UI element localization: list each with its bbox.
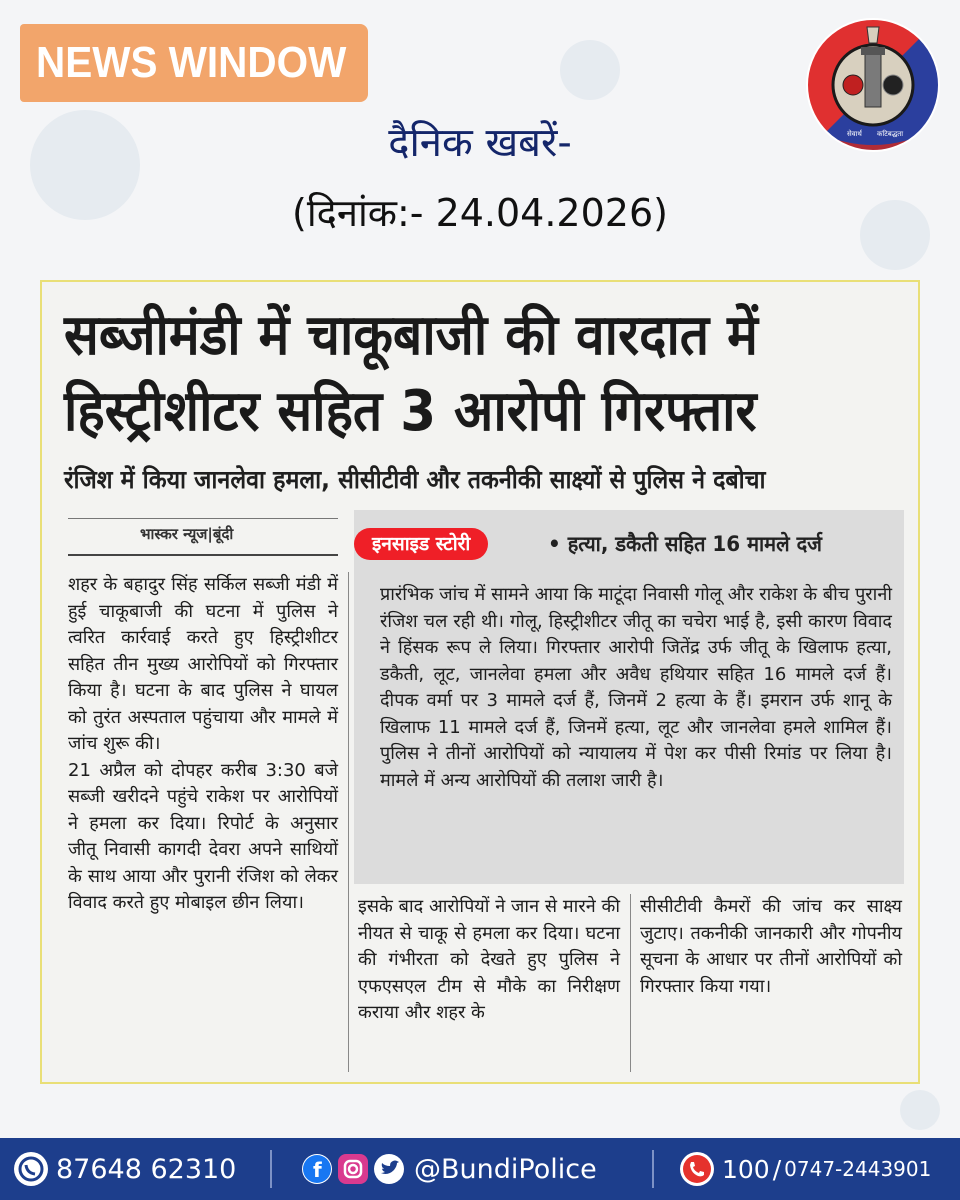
footer-divider bbox=[652, 1150, 654, 1188]
news-window-label: NEWS WINDOW bbox=[36, 38, 347, 87]
page-title: दैनिक खबरें- bbox=[388, 120, 572, 166]
social-handle: @BundiPolice bbox=[414, 1153, 597, 1185]
logo-motto-left: सेवार्थ bbox=[847, 130, 862, 138]
phone-contact[interactable] bbox=[680, 1138, 931, 1200]
inside-story-subtitle: • हत्या, डकैती सहित 16 मामले दर्ज bbox=[548, 532, 822, 556]
instagram-icon bbox=[338, 1154, 368, 1184]
article-column-2: इसके बाद आरोपियों ने जान से मारने की नीयत से चाकू से हमला कर दिया। घटना की गंभीरता को देखते हुए पुलिस ने एफएसएल टीम से मौके का निरीक्षण कराया और शहर के bbox=[358, 896, 620, 1023]
news-window-tab bbox=[20, 24, 368, 102]
byline-rule bbox=[68, 518, 338, 519]
office-phone-number: 0747-2443901 bbox=[784, 1157, 932, 1181]
subheadline: रंजिश में किया जानलेवा हमला, सीसीटीवी और तकनीकी साक्ष्यों से पुलिस ने दबोचा bbox=[64, 465, 766, 494]
contact-footer bbox=[0, 1138, 960, 1200]
whatsapp-icon bbox=[14, 1152, 48, 1186]
svg-text:f: f bbox=[313, 1158, 322, 1182]
date-line: (दिनांक:- 24.04.2026) bbox=[292, 191, 668, 235]
inside-story-tag: इनसाइड स्टोरी bbox=[354, 528, 488, 560]
column-divider bbox=[348, 572, 349, 1072]
column-divider bbox=[630, 894, 631, 1072]
background-circle bbox=[560, 40, 620, 100]
twitter-icon bbox=[374, 1154, 404, 1184]
social-links[interactable] bbox=[302, 1138, 597, 1200]
background-circle bbox=[900, 1090, 940, 1130]
headline-line-2: हिस्ट्रीशीटर सहित 3 आरोपी गिरफ्तार bbox=[64, 379, 757, 444]
headline-line-1: सब्जीमंडी में चाकूबाजी की वारदात में bbox=[64, 303, 758, 368]
newspaper-clipping bbox=[40, 280, 920, 1084]
phone-icon bbox=[680, 1152, 714, 1186]
byline: भास्कर न्यूज|बूंदी bbox=[140, 525, 234, 543]
footer-divider bbox=[270, 1150, 272, 1188]
byline-rule bbox=[68, 554, 338, 556]
article-column-3: सीसीटीवी कैमरों की जांच कर साक्ष्य जुटाए। तकनीकी जानकारी और गोपनीय सूचना के आधार पर तीनों आरोपियों को गिरफ्तार किया गया। bbox=[640, 896, 902, 997]
whatsapp-number: 87648 62310 bbox=[56, 1153, 237, 1185]
slash-separator: / bbox=[772, 1154, 782, 1184]
article-column-1: शहर के बहादुर सिंह सर्किल सब्जी मंडी में हुई चाकूबाजी की घटना में पुलिस ने त्वरित कार्रवाई करते हुए हिस्ट्रीशीटर सहित तीन मुख्य आरोपियों को गिरफ्तार किया है। घटना के बाद पुलिस ने घायल को तुरंत अस्पताल पहुंचाया और मामले में जांच शुरू की। 21 अप्रैल को दोपहर करीब 3:30 बजे सब्जी खरीदने पहुंचे राकेश पर आरोपियों ने हमला कर दिया। रिपोर्ट के अनुसार जीतू निवासी कागदी देवरा अपने साथियों के साथ आया और पुरानी रंजिश को लेकर विवाद करते हुए मोबाइल छीन लिया। bbox=[68, 574, 338, 913]
logo-motto-right: कटिबद्धता bbox=[877, 130, 904, 138]
facebook-icon bbox=[302, 1154, 332, 1184]
whatsapp-contact[interactable] bbox=[14, 1138, 236, 1200]
helpline-number: 100 bbox=[722, 1154, 770, 1184]
inside-story-body: प्रारंभिक जांच में सामने आया कि माटूंदा निवासी गोलू और राकेश के बीच पुरानी रंजिश चल रही थी। गोलू, हिस्ट्रीशीटर जीतू का चचेरा भाई है, इसी कारण विवाद ने हिंसक रूप ले लिया। गिरफ्तार आरोपी जितेंद्र उर्फ जीतू के खिलाफ हत्या, डकैती, लूट, जानलेवा हमला और अवैध हथियार सहित 16 मामले दर्ज हैं। दीपक वर्मा पर 3 मामले दर्ज हैं, जिनमें 2 हत्या के हैं। इमरान उर्फ शानू के खिलाफ 11 मामले दर्ज हैं, जिनमें हत्या, लूट और जानलेवा हमले शामिल हैं। पुलिस ने तीनों आरोपियों को न्यायालय में पेश कर पीसी रिमांड पर लिया है। मामले में अन्य आरोपियों की तलाश जारी है। bbox=[380, 584, 892, 791]
